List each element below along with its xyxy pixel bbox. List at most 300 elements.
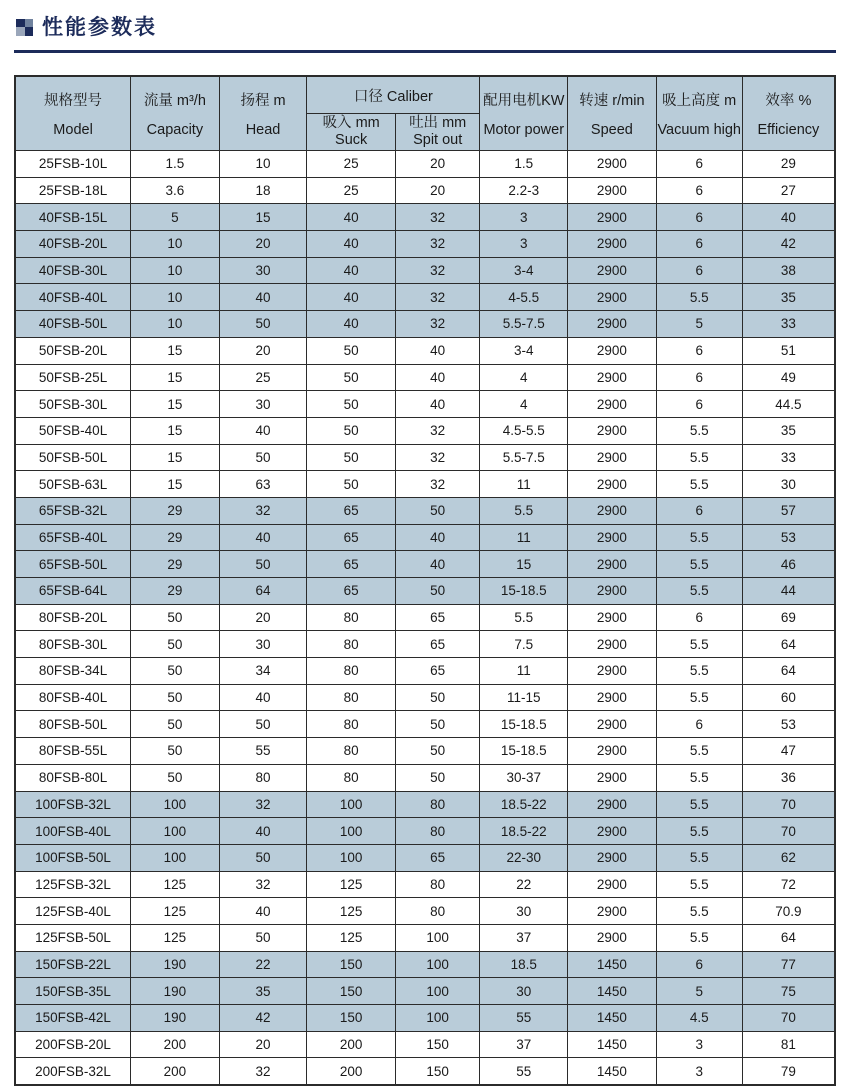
cell-motor-power: 4 bbox=[480, 364, 568, 391]
cell-speed: 2900 bbox=[568, 764, 657, 791]
cell-suck: 25 bbox=[307, 151, 396, 178]
table-row bbox=[15, 578, 835, 605]
cell-motor-power: 15-18.5 bbox=[480, 738, 568, 765]
cell-capacity: 15 bbox=[131, 391, 220, 418]
col-header-suck-en: Suck bbox=[335, 132, 368, 148]
cell-motor-power: 3-4 bbox=[480, 257, 568, 284]
cell-vacuum: 5.5 bbox=[656, 284, 742, 311]
table-row bbox=[15, 951, 835, 978]
cell-motor-power: 5.5-7.5 bbox=[480, 311, 568, 338]
cell-vacuum: 6 bbox=[656, 951, 742, 978]
cell-suck: 50 bbox=[307, 444, 396, 471]
table-row bbox=[15, 524, 835, 551]
cell-motor-power: 11-15 bbox=[480, 684, 568, 711]
cell-suck: 50 bbox=[307, 471, 396, 498]
table-row bbox=[15, 738, 835, 765]
cell-capacity: 29 bbox=[131, 497, 220, 524]
table-row bbox=[15, 1058, 835, 1085]
cell-suck: 200 bbox=[307, 1058, 396, 1085]
cell-efficiency: 69 bbox=[742, 604, 835, 631]
cell-efficiency: 46 bbox=[742, 551, 835, 578]
cell-spit: 32 bbox=[395, 204, 479, 231]
cell-suck: 40 bbox=[307, 311, 396, 338]
table-row bbox=[15, 497, 835, 524]
cell-efficiency: 75 bbox=[742, 978, 835, 1005]
table-row bbox=[15, 257, 835, 284]
cell-suck: 80 bbox=[307, 631, 396, 658]
cell-vacuum: 5.5 bbox=[656, 524, 742, 551]
cell-capacity: 125 bbox=[131, 898, 220, 925]
cell-efficiency: 33 bbox=[742, 311, 835, 338]
cell-capacity: 10 bbox=[131, 311, 220, 338]
cell-model: 25FSB-18L bbox=[15, 177, 131, 204]
cell-speed: 2900 bbox=[568, 177, 657, 204]
cell-spit: 50 bbox=[395, 578, 479, 605]
table-row bbox=[15, 1005, 835, 1032]
cell-motor-power: 1.5 bbox=[480, 151, 568, 178]
cell-suck: 100 bbox=[307, 844, 396, 871]
cell-suck: 150 bbox=[307, 1005, 396, 1032]
table-row bbox=[15, 764, 835, 791]
col-header-spit-en: Spit out bbox=[413, 132, 463, 148]
table-row bbox=[15, 417, 835, 444]
col-header-spit bbox=[395, 114, 479, 151]
cell-vacuum: 5.5 bbox=[656, 444, 742, 471]
cell-head: 50 bbox=[219, 844, 307, 871]
cell-model: 150FSB-42L bbox=[15, 1005, 131, 1032]
col-header-head-zh: 扬程 m bbox=[240, 93, 286, 110]
cell-speed: 1450 bbox=[568, 1031, 657, 1058]
cell-model: 80FSB-50L bbox=[15, 711, 131, 738]
cell-efficiency: 29 bbox=[742, 151, 835, 178]
cell-capacity: 50 bbox=[131, 711, 220, 738]
cell-suck: 80 bbox=[307, 658, 396, 685]
cell-head: 30 bbox=[219, 391, 307, 418]
cell-model: 40FSB-30L bbox=[15, 257, 131, 284]
cell-capacity: 190 bbox=[131, 1005, 220, 1032]
cell-capacity: 50 bbox=[131, 738, 220, 765]
cell-motor-power: 5.5 bbox=[480, 604, 568, 631]
table-row bbox=[15, 978, 835, 1005]
table-row bbox=[15, 471, 835, 498]
cell-speed: 1450 bbox=[568, 978, 657, 1005]
cell-suck: 200 bbox=[307, 1031, 396, 1058]
col-header-model-zh: 规格型号 bbox=[44, 93, 103, 110]
cell-efficiency: 70 bbox=[742, 818, 835, 845]
cell-speed: 2900 bbox=[568, 818, 657, 845]
cell-motor-power: 37 bbox=[480, 1031, 568, 1058]
cell-vacuum: 5 bbox=[656, 311, 742, 338]
cell-vacuum: 6 bbox=[656, 204, 742, 231]
cell-spit: 80 bbox=[395, 898, 479, 925]
cell-spit: 40 bbox=[395, 364, 479, 391]
cell-suck: 40 bbox=[307, 204, 396, 231]
cell-spit: 32 bbox=[395, 471, 479, 498]
cell-speed: 2900 bbox=[568, 151, 657, 178]
cell-capacity: 10 bbox=[131, 284, 220, 311]
cell-suck: 50 bbox=[307, 391, 396, 418]
cell-efficiency: 60 bbox=[742, 684, 835, 711]
cell-speed: 2900 bbox=[568, 738, 657, 765]
cell-head: 20 bbox=[219, 337, 307, 364]
cell-model: 80FSB-80L bbox=[15, 764, 131, 791]
cell-speed: 2900 bbox=[568, 284, 657, 311]
col-header-suck-zh: 吸入 mm bbox=[322, 115, 380, 131]
cell-efficiency: 64 bbox=[742, 658, 835, 685]
table-row bbox=[15, 364, 835, 391]
cell-model: 100FSB-32L bbox=[15, 791, 131, 818]
cell-spit: 40 bbox=[395, 524, 479, 551]
cell-vacuum: 6 bbox=[656, 711, 742, 738]
cell-vacuum: 5.5 bbox=[656, 924, 742, 951]
cell-head: 10 bbox=[219, 151, 307, 178]
cell-suck: 125 bbox=[307, 924, 396, 951]
table-row bbox=[15, 818, 835, 845]
cell-spit: 150 bbox=[395, 1031, 479, 1058]
cell-vacuum: 6 bbox=[656, 497, 742, 524]
cell-model: 100FSB-40L bbox=[15, 818, 131, 845]
cell-head: 25 bbox=[219, 364, 307, 391]
col-header-efficiency bbox=[742, 76, 835, 151]
cell-motor-power: 11 bbox=[480, 658, 568, 685]
cell-vacuum: 5.5 bbox=[656, 578, 742, 605]
cell-capacity: 29 bbox=[131, 524, 220, 551]
cell-efficiency: 35 bbox=[742, 284, 835, 311]
cell-vacuum: 6 bbox=[656, 604, 742, 631]
cell-motor-power: 5.5-7.5 bbox=[480, 444, 568, 471]
table-row bbox=[15, 551, 835, 578]
cell-motor-power: 15-18.5 bbox=[480, 711, 568, 738]
cell-head: 32 bbox=[219, 1058, 307, 1085]
cell-capacity: 50 bbox=[131, 604, 220, 631]
cell-speed: 2900 bbox=[568, 551, 657, 578]
cell-speed: 2900 bbox=[568, 631, 657, 658]
cell-vacuum: 6 bbox=[656, 151, 742, 178]
cell-suck: 65 bbox=[307, 551, 396, 578]
cell-head: 50 bbox=[219, 711, 307, 738]
cell-model: 150FSB-22L bbox=[15, 951, 131, 978]
table-row bbox=[15, 791, 835, 818]
cell-speed: 2900 bbox=[568, 471, 657, 498]
cell-spit: 32 bbox=[395, 231, 479, 258]
cell-model: 50FSB-63L bbox=[15, 471, 131, 498]
cell-vacuum: 5.5 bbox=[656, 551, 742, 578]
title-underline-rule bbox=[14, 50, 836, 53]
cell-motor-power: 22 bbox=[480, 871, 568, 898]
table-header bbox=[15, 76, 835, 151]
cell-suck: 80 bbox=[307, 604, 396, 631]
cell-head: 64 bbox=[219, 578, 307, 605]
cell-efficiency: 47 bbox=[742, 738, 835, 765]
cell-head: 34 bbox=[219, 658, 307, 685]
cell-motor-power: 15 bbox=[480, 551, 568, 578]
cell-model: 50FSB-20L bbox=[15, 337, 131, 364]
cell-capacity: 3.6 bbox=[131, 177, 220, 204]
cell-spit: 65 bbox=[395, 604, 479, 631]
cell-vacuum: 5.5 bbox=[656, 791, 742, 818]
cell-spit: 100 bbox=[395, 1005, 479, 1032]
cell-motor-power: 15-18.5 bbox=[480, 578, 568, 605]
col-header-caliber-label: 口径 Caliber bbox=[353, 88, 433, 105]
cell-spit: 50 bbox=[395, 497, 479, 524]
cell-model: 125FSB-50L bbox=[15, 924, 131, 951]
cell-vacuum: 6 bbox=[656, 391, 742, 418]
cell-motor-power: 18.5 bbox=[480, 951, 568, 978]
cell-speed: 2900 bbox=[568, 711, 657, 738]
cell-efficiency: 40 bbox=[742, 204, 835, 231]
cell-capacity: 50 bbox=[131, 658, 220, 685]
col-header-vacuum bbox=[656, 76, 742, 151]
cell-model: 65FSB-40L bbox=[15, 524, 131, 551]
cell-motor-power: 4.5-5.5 bbox=[480, 417, 568, 444]
table-row bbox=[15, 311, 835, 338]
cell-efficiency: 79 bbox=[742, 1058, 835, 1085]
cell-spit: 40 bbox=[395, 551, 479, 578]
table-row bbox=[15, 924, 835, 951]
cell-spit: 32 bbox=[395, 417, 479, 444]
cell-speed: 2900 bbox=[568, 871, 657, 898]
cell-capacity: 100 bbox=[131, 844, 220, 871]
cell-head: 50 bbox=[219, 311, 307, 338]
cell-head: 30 bbox=[219, 631, 307, 658]
cell-capacity: 15 bbox=[131, 444, 220, 471]
cell-capacity: 5 bbox=[131, 204, 220, 231]
cell-spit: 100 bbox=[395, 924, 479, 951]
cell-model: 80FSB-40L bbox=[15, 684, 131, 711]
cell-suck: 125 bbox=[307, 871, 396, 898]
col-header-head bbox=[219, 76, 307, 151]
cell-head: 32 bbox=[219, 497, 307, 524]
cell-capacity: 100 bbox=[131, 818, 220, 845]
cell-model: 80FSB-55L bbox=[15, 738, 131, 765]
page-title: 性能参数表 bbox=[42, 15, 157, 39]
col-header-vacuum-zh: 吸上高度 m bbox=[662, 93, 737, 110]
cell-motor-power: 30 bbox=[480, 978, 568, 1005]
cell-capacity: 125 bbox=[131, 924, 220, 951]
table-row bbox=[15, 444, 835, 471]
col-header-motor-power bbox=[480, 76, 568, 151]
cell-vacuum: 5.5 bbox=[656, 871, 742, 898]
cell-speed: 1450 bbox=[568, 1005, 657, 1032]
cell-motor-power: 11 bbox=[480, 471, 568, 498]
cell-capacity: 29 bbox=[131, 551, 220, 578]
cell-speed: 2900 bbox=[568, 898, 657, 925]
table-row bbox=[15, 151, 835, 178]
cell-speed: 2900 bbox=[568, 231, 657, 258]
cell-efficiency: 72 bbox=[742, 871, 835, 898]
cell-head: 80 bbox=[219, 764, 307, 791]
cell-head: 40 bbox=[219, 684, 307, 711]
cell-head: 32 bbox=[219, 791, 307, 818]
table-row bbox=[15, 604, 835, 631]
cell-efficiency: 70.9 bbox=[742, 898, 835, 925]
cell-motor-power: 18.5-22 bbox=[480, 791, 568, 818]
col-header-speed bbox=[568, 76, 657, 151]
cell-motor-power: 3 bbox=[480, 204, 568, 231]
cell-suck: 65 bbox=[307, 524, 396, 551]
cell-speed: 2900 bbox=[568, 444, 657, 471]
cell-vacuum: 5.5 bbox=[656, 844, 742, 871]
cell-model: 50FSB-25L bbox=[15, 364, 131, 391]
cell-model: 65FSB-50L bbox=[15, 551, 131, 578]
cell-spit: 40 bbox=[395, 337, 479, 364]
cell-suck: 150 bbox=[307, 951, 396, 978]
cell-efficiency: 51 bbox=[742, 337, 835, 364]
cell-capacity: 10 bbox=[131, 231, 220, 258]
cell-head: 40 bbox=[219, 524, 307, 551]
cell-efficiency: 44 bbox=[742, 578, 835, 605]
cell-capacity: 100 bbox=[131, 791, 220, 818]
cell-efficiency: 64 bbox=[742, 924, 835, 951]
cell-motor-power: 11 bbox=[480, 524, 568, 551]
cell-head: 40 bbox=[219, 417, 307, 444]
table-row bbox=[15, 284, 835, 311]
cell-speed: 2900 bbox=[568, 791, 657, 818]
cell-head: 22 bbox=[219, 951, 307, 978]
cell-vacuum: 5.5 bbox=[656, 764, 742, 791]
cell-speed: 2900 bbox=[568, 578, 657, 605]
table-row bbox=[15, 871, 835, 898]
cell-speed: 1450 bbox=[568, 1058, 657, 1085]
cell-vacuum: 6 bbox=[656, 231, 742, 258]
table-row bbox=[15, 684, 835, 711]
cell-speed: 2900 bbox=[568, 204, 657, 231]
cell-head: 32 bbox=[219, 871, 307, 898]
cell-efficiency: 27 bbox=[742, 177, 835, 204]
cell-suck: 150 bbox=[307, 978, 396, 1005]
cell-vacuum: 5.5 bbox=[656, 631, 742, 658]
cell-vacuum: 5.5 bbox=[656, 684, 742, 711]
cell-vacuum: 5.5 bbox=[656, 818, 742, 845]
cell-spit: 20 bbox=[395, 177, 479, 204]
cell-spit: 150 bbox=[395, 1058, 479, 1085]
cell-capacity: 50 bbox=[131, 764, 220, 791]
cell-suck: 80 bbox=[307, 711, 396, 738]
cell-capacity: 190 bbox=[131, 951, 220, 978]
cell-spit: 100 bbox=[395, 978, 479, 1005]
cell-model: 50FSB-50L bbox=[15, 444, 131, 471]
cell-model: 80FSB-34L bbox=[15, 658, 131, 685]
cell-speed: 1450 bbox=[568, 951, 657, 978]
cell-model: 150FSB-35L bbox=[15, 978, 131, 1005]
col-header-model bbox=[15, 76, 131, 151]
table-row bbox=[15, 844, 835, 871]
cell-capacity: 1.5 bbox=[131, 151, 220, 178]
cell-head: 35 bbox=[219, 978, 307, 1005]
cell-suck: 65 bbox=[307, 578, 396, 605]
cell-motor-power: 30-37 bbox=[480, 764, 568, 791]
cell-vacuum: 3 bbox=[656, 1058, 742, 1085]
cell-efficiency: 44.5 bbox=[742, 391, 835, 418]
cell-efficiency: 53 bbox=[742, 711, 835, 738]
cell-model: 100FSB-50L bbox=[15, 844, 131, 871]
cell-capacity: 15 bbox=[131, 337, 220, 364]
cell-vacuum: 4.5 bbox=[656, 1005, 742, 1032]
cell-efficiency: 53 bbox=[742, 524, 835, 551]
cell-motor-power: 30 bbox=[480, 898, 568, 925]
col-header-motor-en: Motor power bbox=[483, 121, 565, 138]
col-header-vacuum-en: Vacuum high bbox=[657, 121, 741, 138]
cell-vacuum: 6 bbox=[656, 364, 742, 391]
cell-suck: 80 bbox=[307, 684, 396, 711]
cell-head: 42 bbox=[219, 1005, 307, 1032]
cell-capacity: 200 bbox=[131, 1058, 220, 1085]
cell-efficiency: 38 bbox=[742, 257, 835, 284]
table-row bbox=[15, 631, 835, 658]
cell-suck: 100 bbox=[307, 818, 396, 845]
table-row bbox=[15, 204, 835, 231]
cell-motor-power: 18.5-22 bbox=[480, 818, 568, 845]
cell-efficiency: 35 bbox=[742, 417, 835, 444]
cell-motor-power: 3 bbox=[480, 231, 568, 258]
cell-spit: 65 bbox=[395, 631, 479, 658]
table-row bbox=[15, 391, 835, 418]
cell-model: 65FSB-64L bbox=[15, 578, 131, 605]
cell-spit: 65 bbox=[395, 844, 479, 871]
cell-spit: 80 bbox=[395, 818, 479, 845]
cell-vacuum: 5.5 bbox=[656, 738, 742, 765]
cell-vacuum: 5.5 bbox=[656, 658, 742, 685]
header-row-top bbox=[15, 76, 835, 114]
table-row bbox=[15, 177, 835, 204]
cell-model: 200FSB-32L bbox=[15, 1058, 131, 1085]
cell-speed: 2900 bbox=[568, 658, 657, 685]
cell-capacity: 29 bbox=[131, 578, 220, 605]
table-row bbox=[15, 898, 835, 925]
cell-spit: 32 bbox=[395, 444, 479, 471]
cell-model: 40FSB-40L bbox=[15, 284, 131, 311]
cell-spit: 20 bbox=[395, 151, 479, 178]
col-header-efficiency-en: Efficiency bbox=[757, 121, 820, 138]
cell-model: 65FSB-32L bbox=[15, 497, 131, 524]
table-row bbox=[15, 231, 835, 258]
cell-spit: 65 bbox=[395, 658, 479, 685]
table-row bbox=[15, 1031, 835, 1058]
cell-spit: 32 bbox=[395, 257, 479, 284]
cell-spit: 32 bbox=[395, 284, 479, 311]
cell-motor-power: 55 bbox=[480, 1005, 568, 1032]
cell-suck: 25 bbox=[307, 177, 396, 204]
cell-speed: 2900 bbox=[568, 337, 657, 364]
cell-spit: 32 bbox=[395, 311, 479, 338]
cell-suck: 50 bbox=[307, 337, 396, 364]
cell-spit: 100 bbox=[395, 951, 479, 978]
cell-model: 125FSB-32L bbox=[15, 871, 131, 898]
cell-model: 50FSB-40L bbox=[15, 417, 131, 444]
section-title-row bbox=[16, 14, 836, 40]
cell-motor-power: 2.2-3 bbox=[480, 177, 568, 204]
cell-spit: 80 bbox=[395, 871, 479, 898]
col-header-capacity bbox=[131, 76, 220, 151]
four-squares-icon bbox=[16, 19, 33, 36]
cell-capacity: 200 bbox=[131, 1031, 220, 1058]
cell-efficiency: 70 bbox=[742, 791, 835, 818]
cell-suck: 65 bbox=[307, 497, 396, 524]
col-header-head-en: Head bbox=[245, 121, 281, 138]
cell-motor-power: 3-4 bbox=[480, 337, 568, 364]
cell-speed: 2900 bbox=[568, 524, 657, 551]
cell-head: 20 bbox=[219, 604, 307, 631]
cell-efficiency: 57 bbox=[742, 497, 835, 524]
cell-capacity: 190 bbox=[131, 978, 220, 1005]
cell-speed: 2900 bbox=[568, 604, 657, 631]
cell-vacuum: 3 bbox=[656, 1031, 742, 1058]
col-header-caliber-group bbox=[307, 76, 480, 114]
cell-motor-power: 7.5 bbox=[480, 631, 568, 658]
cell-vacuum: 6 bbox=[656, 177, 742, 204]
cell-model: 80FSB-20L bbox=[15, 604, 131, 631]
col-header-capacity-zh: 流量 m³/h bbox=[143, 93, 206, 110]
